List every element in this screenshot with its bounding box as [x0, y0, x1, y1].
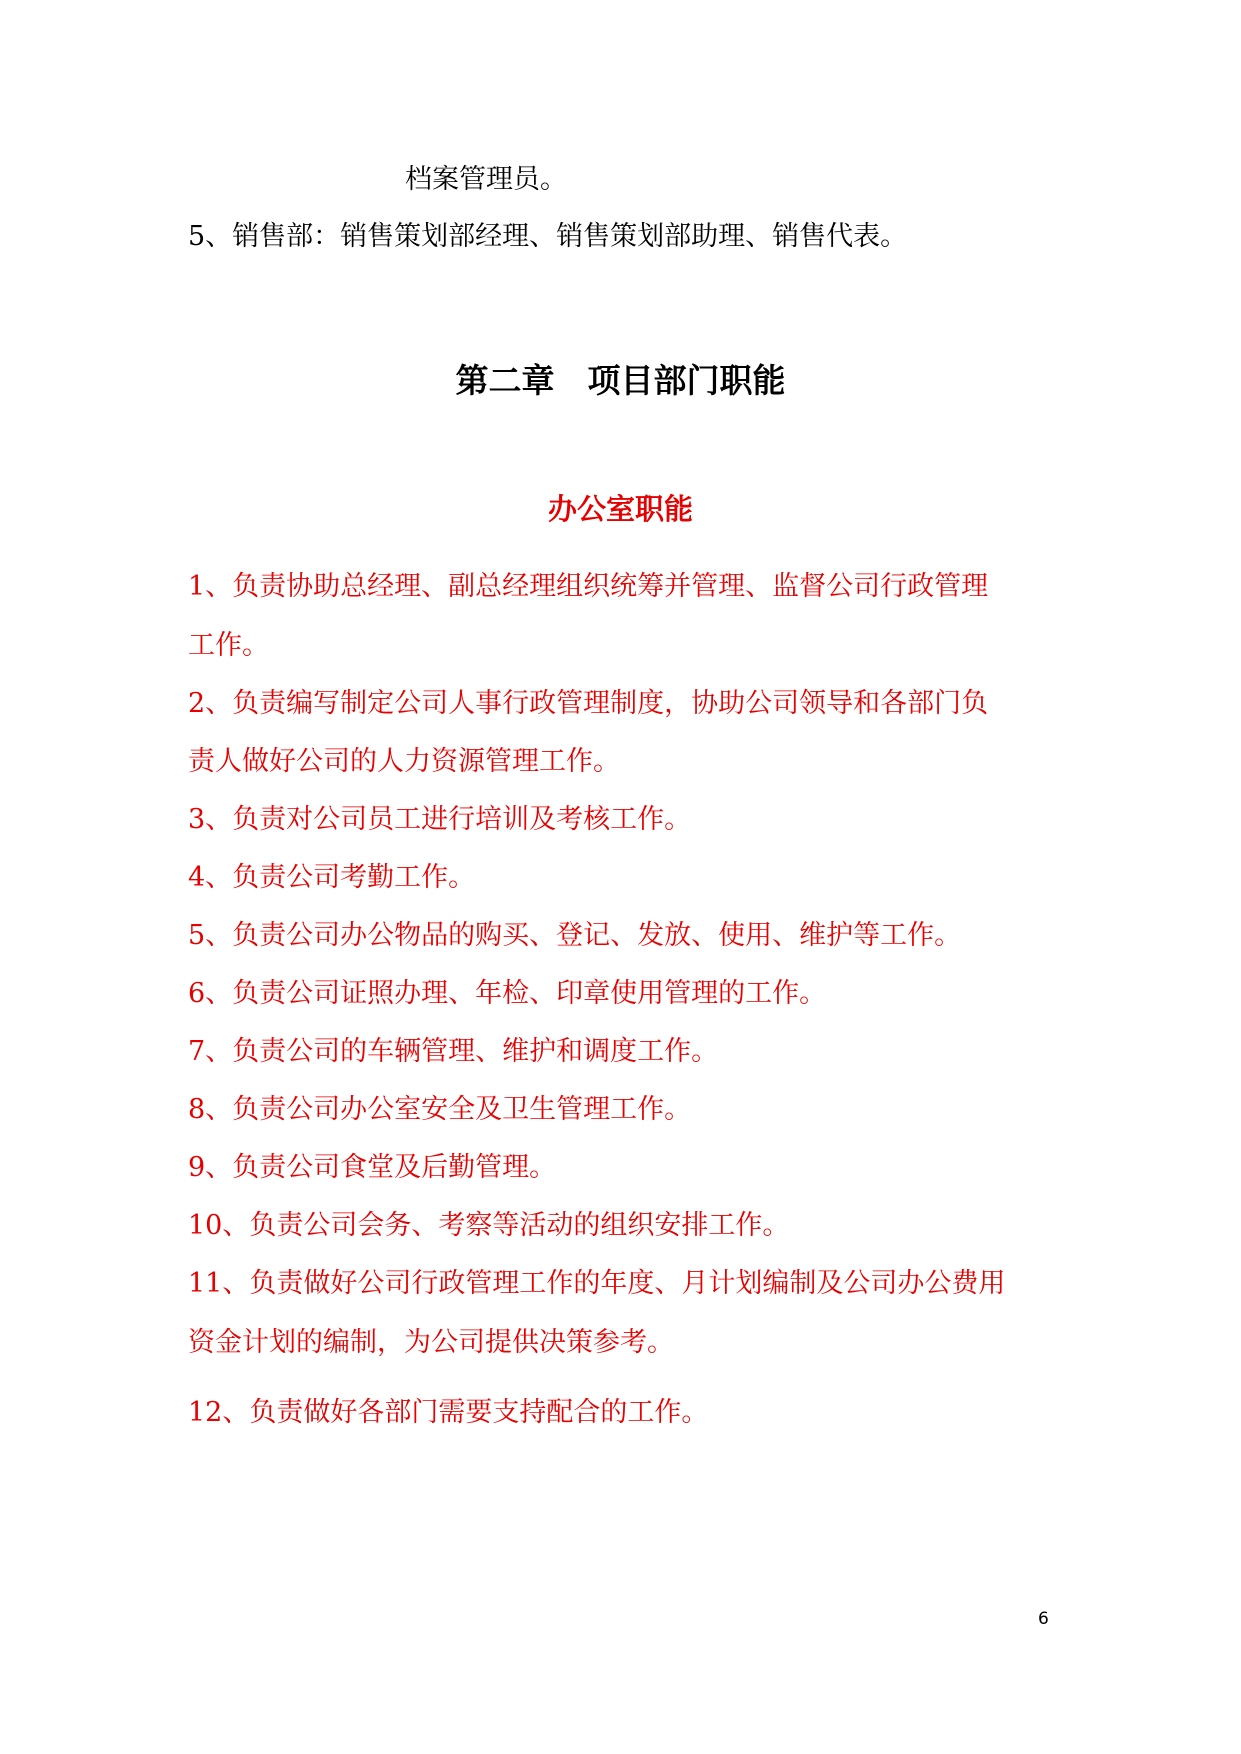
- section-title: 办公室职能: [547, 492, 693, 526]
- list-item-12: 12、负责做好各部门需要支持配合的工作。: [188, 1397, 709, 1428]
- list-item-6: 6、负责公司证照办理、年检、印章使用管理的工作。: [188, 978, 827, 1009]
- list-item-1: 1、负责协助总经理、副总经理组织统筹并管理、监督公司行政管理: [188, 571, 989, 602]
- list-item-4: 4、负责公司考勤工作。: [188, 862, 476, 893]
- list-item-3: 3、负责对公司员工进行培训及考核工作。: [188, 804, 692, 835]
- list-item-11-cont: 资金计划的编制，为公司提供决策参考。: [188, 1327, 674, 1358]
- top-line-archivist: 档案管理员。: [405, 164, 567, 195]
- list-item-8: 8、负责公司办公室安全及卫生管理工作。: [188, 1094, 692, 1125]
- list-item-1-cont: 工作。: [188, 630, 269, 661]
- list-item-11: 11、负责做好公司行政管理工作的年度、月计划编制及公司办公费用: [188, 1268, 1006, 1299]
- list-item-9: 9、负责公司食堂及后勤管理。: [188, 1152, 557, 1183]
- list-item-2-cont: 责人做好公司的人力资源管理工作。: [188, 746, 620, 777]
- top-line-sales-dept: 5、销售部：销售策划部经理、销售策划部助理、销售代表。: [188, 221, 908, 252]
- chapter-title: 第二章 项目部门职能: [455, 361, 786, 400]
- list-item-7: 7、负责公司的车辆管理、维护和调度工作。: [188, 1036, 719, 1067]
- page-number: 6: [1038, 1609, 1049, 1629]
- list-item-2: 2、负责编写制定公司人事行政管理制度，协助公司领导和各部门负: [188, 688, 989, 719]
- list-item-5: 5、负责公司办公物品的购买、登记、发放、使用、维护等工作。: [188, 920, 962, 951]
- list-item-10: 10、负责公司会务、考察等活动的组织安排工作。: [188, 1210, 790, 1241]
